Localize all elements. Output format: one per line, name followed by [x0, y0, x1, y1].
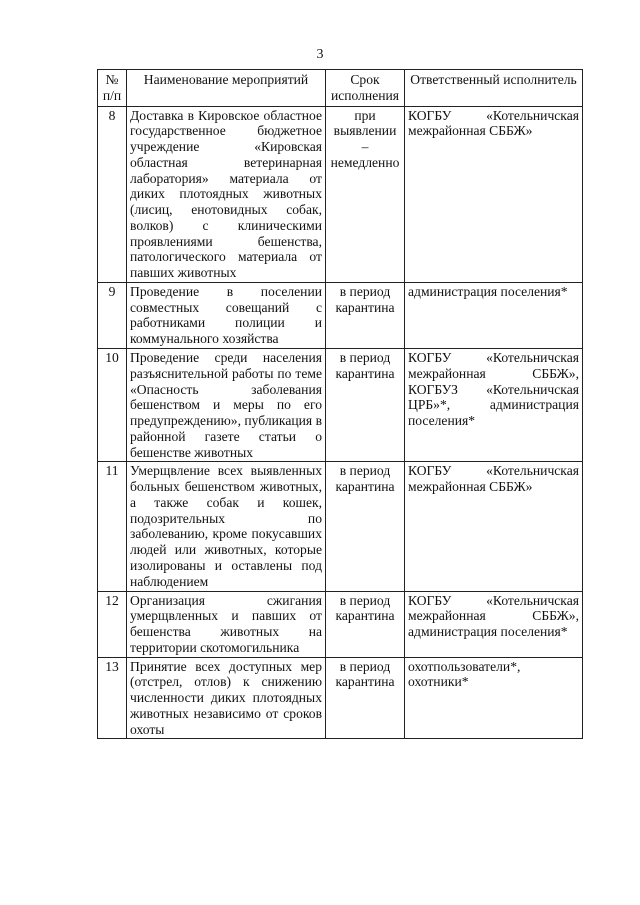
row-responsible: администрация поселения* [405, 282, 583, 348]
row-event: Принятие всех доступных мер (отстрел, отлов) к снижению численности диких плотоядных животных независимо от сроков охоты [127, 657, 326, 739]
measures-table [97, 69, 583, 739]
row-number: 11 [98, 462, 127, 591]
row-deadline: в период карантина [326, 657, 405, 739]
header-event-name: Наименование мероприятий [127, 70, 326, 107]
row-event: Доставка в Кировское областное государственное бюджетное учреждение «Кировская областная ветеринарная лаборатория» материала от диких плотоядных животных (лисиц, енотовидных собак, волков) с клиническими проявлениями бешенства, патологического материала от павших животных [127, 106, 326, 282]
table-row [98, 657, 583, 739]
row-number: 13 [98, 657, 127, 739]
row-responsible: КОГБУ «Котельничская межрайонная СББЖ» [405, 462, 583, 591]
row-number: 9 [98, 282, 127, 348]
row-number: 8 [98, 106, 127, 282]
row-deadline: в период карантина [326, 462, 405, 591]
row-number: 10 [98, 349, 127, 462]
header-deadline: Срок исполнения [326, 70, 405, 107]
row-deadline: в период карантина [326, 282, 405, 348]
table-row [98, 282, 583, 348]
row-responsible: охотпользователи*, охотники* [405, 657, 583, 739]
table-header-row [98, 70, 583, 107]
row-responsible: КОГБУ «Котельничская межрайонная СББЖ» [405, 106, 583, 282]
row-event: Организация сжигания умерщвленных и павших от бешенства животных на территории скотомогильника [127, 591, 326, 657]
header-number: № п/п [98, 70, 127, 107]
row-deadline: при выявлении – немедленно [326, 106, 405, 282]
row-deadline: в период карантина [326, 349, 405, 462]
table-row [98, 106, 583, 282]
table-row [98, 591, 583, 657]
row-event: Проведение среди населения разъяснительной работы по теме «Опасность заболевания бешенством и меры по его предупреждению», публикация в районной газете статьи о бешенстве животных [127, 349, 326, 462]
row-number: 12 [98, 591, 127, 657]
row-responsible: КОГБУ «Котельничская межрайонная СББЖ», администрация поселения* [405, 591, 583, 657]
page-number: 3 [316, 47, 324, 62]
table-row [98, 462, 583, 591]
row-event: Умерщвление всех выявленных больных бешенством животных, а также собак и кошек, подозрительных по заболеванию, кроме покусавших людей или животных, которые изолированы и оставлены под наблюдением [127, 462, 326, 591]
row-responsible: КОГБУ «Котельничская межрайонная СББЖ», КОГБУЗ «Котельничская ЦРБ»*, администрация поселения* [405, 349, 583, 462]
table-row [98, 349, 583, 462]
row-event: Проведение в поселении совместных совещаний с работниками полиции и коммунального хозяйства [127, 282, 326, 348]
header-responsible: Ответственный исполнитель [405, 70, 583, 107]
row-deadline: в период карантина [326, 591, 405, 657]
